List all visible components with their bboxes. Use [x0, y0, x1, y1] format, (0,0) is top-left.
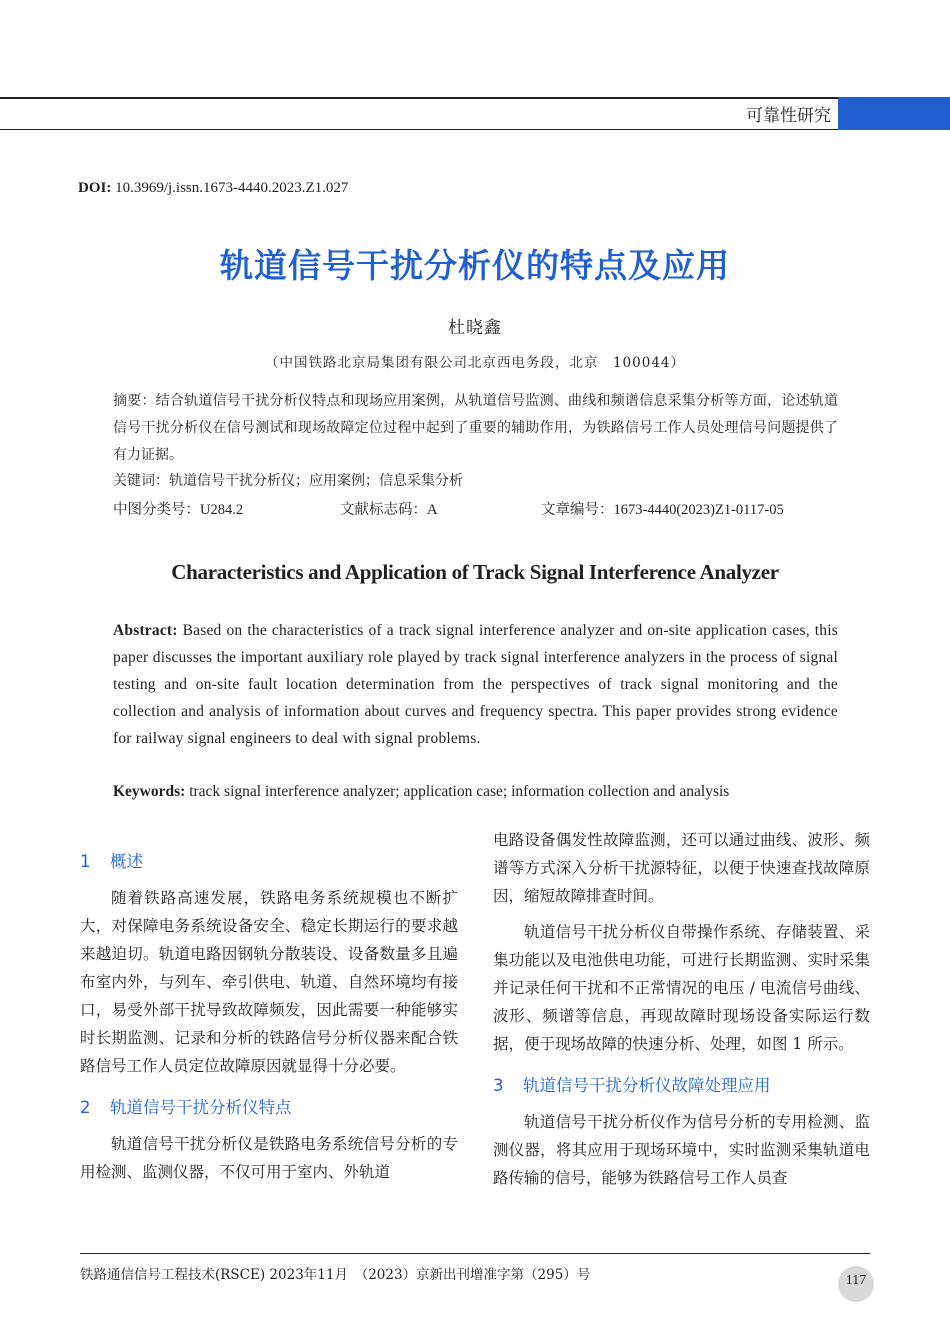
journal-footer: 铁路通信信号工程技术(RSCE) 2023年11月 （2023）京新出刊增准字第（295）号 — [80, 1267, 591, 1283]
doi-label: DOI: — [78, 180, 112, 196]
paragraph: 轨道信号干扰分析仪作为信号分析的专用检测、监测仪器，将其应用于现场环境中，实时监测采集轨道电路传输的信号，能够为铁路信号工作人员查 — [493, 1113, 870, 1187]
section-3-title: 轨道信号干扰分析仪故障处理应用 — [523, 1076, 771, 1095]
paragraph-continued: 电路设备偶发性故障监测，还可以通过曲线、波形、频谱等方式深入分析干扰源特征，以便于快速查找故障原因，缩短故障排查时间。 — [493, 831, 870, 905]
abstract-cn-label: 摘要： — [113, 393, 156, 409]
title-english: Characteristics and Application of Track Signal Interference Analyzer — [171, 560, 779, 584]
keywords-en-text: track signal interference analyzer; application case; information collection and analysis — [185, 783, 730, 800]
clc-value: U284.2 — [200, 502, 244, 518]
footer-rule — [80, 1253, 870, 1254]
page-number: 117 — [845, 1273, 867, 1288]
article-number — [541, 498, 784, 522]
body-column-left — [80, 838, 458, 1186]
section-2-number: 2 — [80, 1098, 91, 1117]
category-accent-bar — [838, 97, 950, 130]
doi-value: 10.3969/j.issn.1673-4440.2023.Z1.027 — [111, 180, 349, 196]
paragraph: 轨道信号干扰分析仪自带操作系统、存储装置、采集功能以及电池供电功能，可进行长期监测、实时采集并记录任何干扰和不正常情况的电压 / 电流信号曲线、波形、频谱等信息，再现故障时现场设备实际运行数据，便于现场故障的快速分析、处理，如图 1 所示。 — [493, 923, 870, 1053]
doi-line — [78, 180, 348, 197]
title-chinese: 轨道信号干扰分析仪的特点及应用 — [220, 246, 730, 285]
section-3-number: 3 — [493, 1076, 504, 1095]
doc-code-label: 文献标志码： — [340, 502, 427, 518]
document-code — [340, 498, 437, 522]
paragraph: 随着铁路高速发展，铁路电务系统规模也不断扩大，对保障电务系统设备安全、稳定长期运行的要求越来越迫切。轨道电路因钢轨分散装设、设备数量多且遍布室内外，与列车、牵引供电、轨道、自然环境均有接口，易受外部干扰导致故障频发，因此需要一种能够实时长期监测、记录和分析的铁路信号分析仪器来配合铁路信号工作人员定位故障原因就显得十分必要。 — [80, 889, 458, 1075]
paragraph: 轨道信号干扰分析仪是铁路电务系统信号分析的专用检测、监测仪器，不仅可用于室内、外轨道 — [80, 1135, 458, 1181]
section-2-title: 轨道信号干扰分析仪特点 — [110, 1098, 292, 1117]
abstract-cn-text: 结合轨道信号干扰分析仪特点和现场应用案例，从轨道信号监测、曲线和频谱信息采集分析等方面，论述轨道信号干扰分析仪在信号测试和现场故障定位过程中起到了重要的辅助作用，为铁路信号工作人员处理信号问题提供了有力证据。 — [113, 393, 839, 463]
doc-code-value: A — [427, 502, 438, 518]
keywords-english — [113, 779, 838, 805]
article-number-value: 1673-4440(2023)Z1-0117-05 — [613, 502, 784, 518]
body-column-right — [493, 826, 870, 1192]
keywords-cn-text: 轨道信号干扰分析仪；应用案例；信息采集分析 — [169, 473, 463, 489]
keywords-chinese — [113, 469, 838, 493]
author: 杜晓鑫 — [448, 318, 502, 338]
keywords-en-label: Keywords: — [113, 783, 186, 800]
section-heading-3 — [493, 1072, 870, 1100]
clc-number — [113, 498, 243, 522]
header-thin-rule — [0, 129, 838, 130]
abstract-chinese — [113, 388, 838, 469]
abstract-en-text: Based on the characteristics of a track signal interference analyzer and on-site application cases, this paper discusses the important auxiliary role played by track signal interference analyzers in the process of signal testing and on-site fault location determination from the perspectives of track signal monitoring and the collection and analysis of information about curves and frequency spectra. This paper provides strong evidence for railway signal engineers to deal with signal problems. — [113, 622, 838, 747]
abstract-en-label: Abstract: — [113, 622, 178, 639]
affiliation: （中国铁路北京局集团有限公司北京西电务段，北京 100044） — [264, 355, 686, 371]
section-heading-2 — [80, 1094, 458, 1122]
keywords-cn-label: 关键词： — [113, 473, 169, 489]
header-rule — [0, 97, 838, 99]
section-1-title: 概述 — [110, 852, 143, 871]
section-heading-1 — [80, 848, 458, 876]
section-1-number: 1 — [80, 852, 91, 871]
article-number-label: 文章编号： — [541, 502, 614, 518]
category-label: 可靠性研究 — [746, 106, 831, 126]
abstract-english — [113, 617, 838, 752]
clc-label: 中图分类号： — [113, 502, 200, 518]
